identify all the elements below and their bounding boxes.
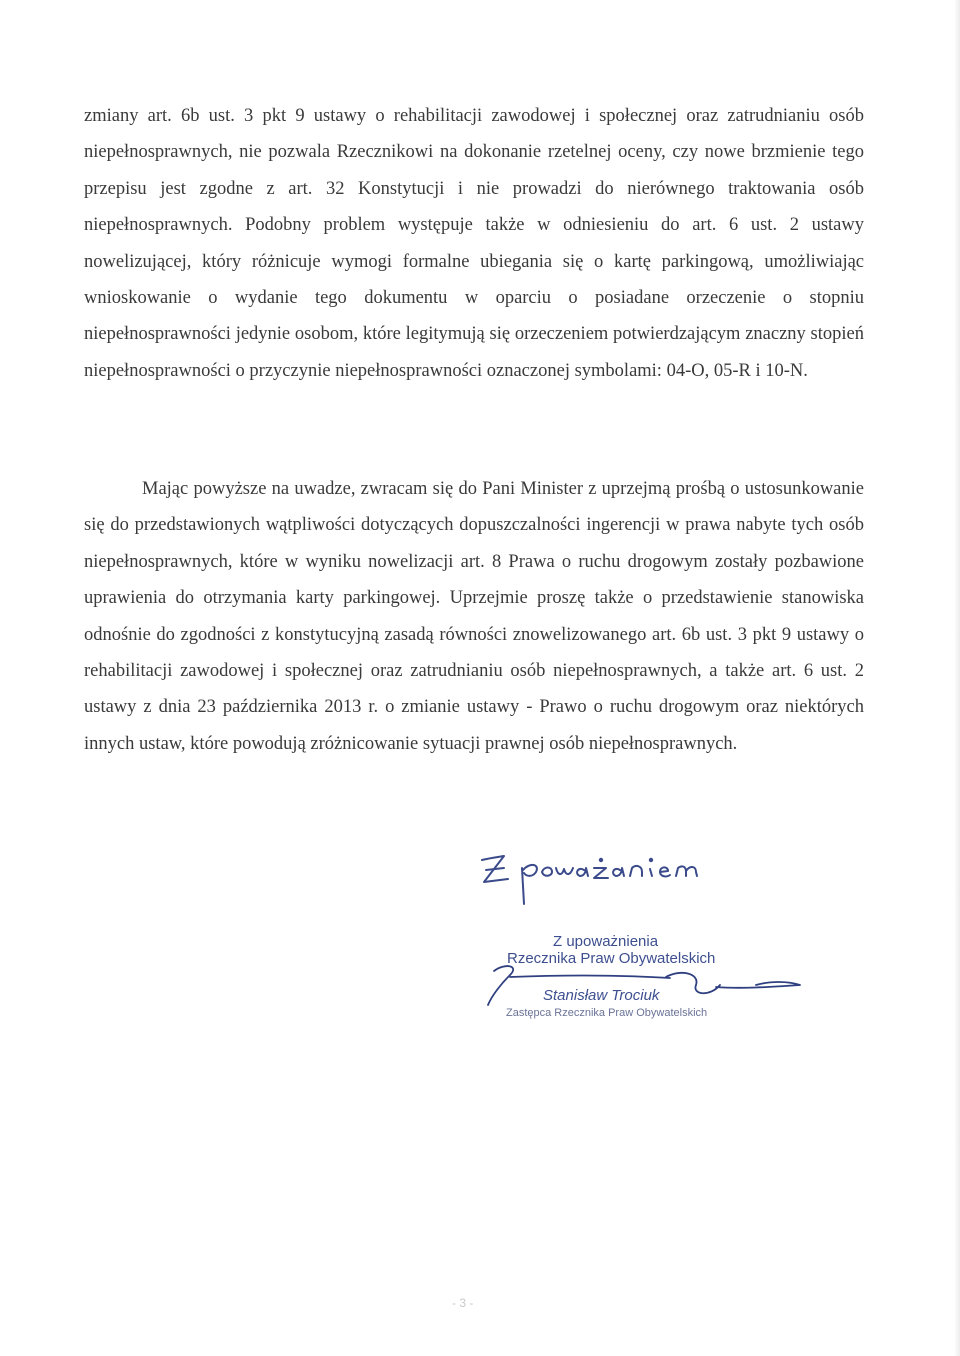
- page-number: - 3 -: [452, 1296, 474, 1310]
- scan-edge-shadow: [954, 0, 960, 1356]
- stamp-office-text: Rzecznika Praw Obywatelskich: [507, 950, 716, 967]
- handwritten-closing-signature: [470, 838, 770, 918]
- stamp-authorization-text: Z upoważnienia: [553, 933, 659, 950]
- body-paragraph-2: Mając powyższe na uwadze, zwracam się do Pani Minister z uprzejmą prośbą o ustosunkowanie się do przedstawionych wątpliwości dotyczących dopuszczalności ingerencji w prawa nabyte tych osób niepełnosprawnych, które w wyniku nowelizacji art. 8 Prawa o ruchu drogowym zostały pozbawione uprawienia do otrzymania karty parkingowej. Uprzejmie proszę także o przedstawienie stanowiska odnośnie do zgodności z konstytucyjną zasadą równości znowelizowanego art. 6b ust. 3 pkt 9 ustawy o rehabilitacji zawodowej i społecznej oraz zatrudnianiu osób niepełnosprawnych, a także art. 6 ust. 2 ustawy z dnia 23 października 2013 r. o zmianie ustawy - Prawo o ruchu drogowym oraz niektórych innych ustaw, które powodują zróżnicowanie sytuacji prawnej osób niepełnosprawnych.: [84, 479, 864, 754]
- handwritten-signature: [470, 925, 820, 1035]
- stamp-signatory-name: Stanisław Trociuk: [543, 987, 660, 1004]
- stamp-signatory-title: Zastępca Rzecznika Praw Obywatelskich: [506, 1007, 708, 1019]
- official-stamp: [470, 925, 820, 1035]
- body-paragraph-1: zmiany art. 6b ust. 3 pkt 9 ustawy o rehabilitacji zawodowej i społecznej oraz zatrudnianiu osób niepełnosprawnych, nie pozwala Rzecznikowi na dokonanie rzetelnej oceny, czy nowe brzmienie tego przepisu jest zgodne z art. 32 Konstytucji i nie prowadzi do nierównego traktowania osób niepełnosprawnych. Podobny problem występuje także w odniesieniu do art. 6 ust. 2 ustawy nowelizującej, który różnicuje wymogi formalne ubiegania się o kartę parkingową, umożliwiając wnioskowanie o wydanie tego dokumentu w oparciu o posiadane orzeczenie o stopniu niepełnosprawności jedynie osobom, które legitymują się orzeczeniem potwierdzającym znaczny stopień niepełnosprawności o przyczynie niepełnosprawności oznaczonej symbolami: 04-O, 05-R i 10-N.: [84, 106, 864, 381]
